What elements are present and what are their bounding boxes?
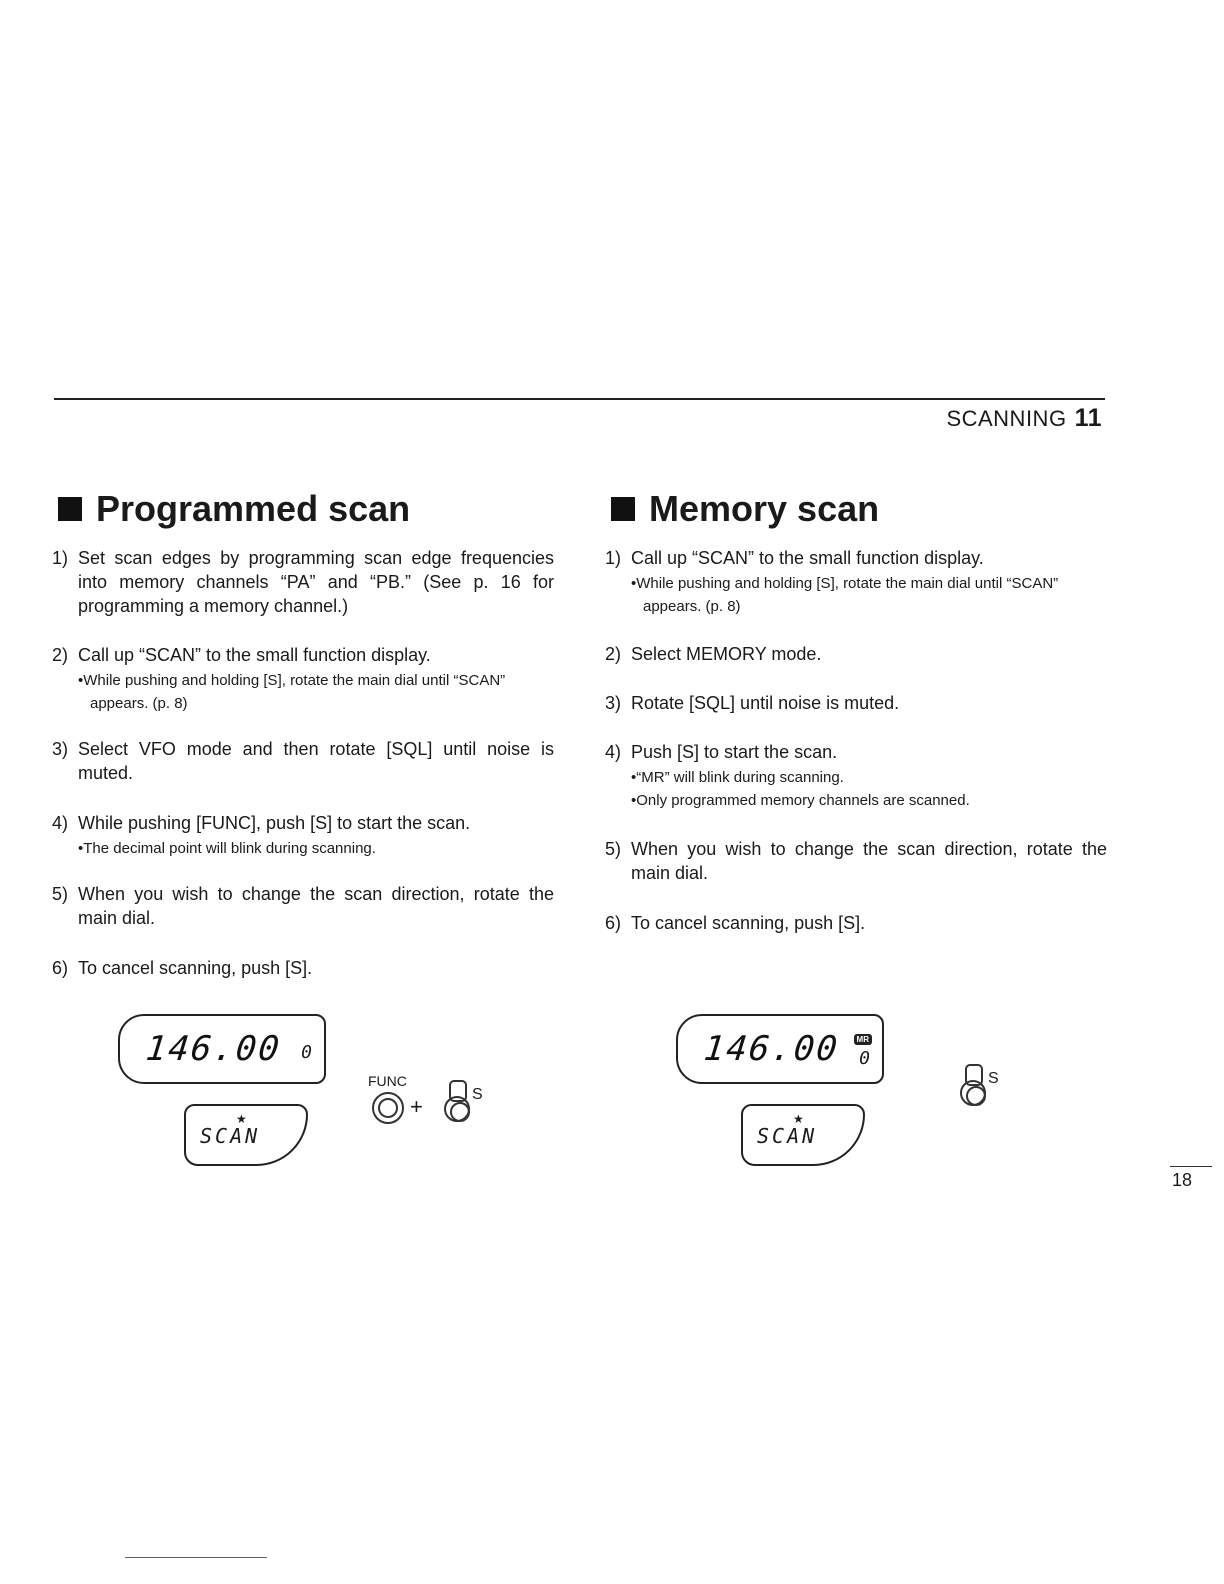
- step-number: 5): [605, 839, 622, 859]
- s-key-label: S: [472, 1086, 483, 1103]
- s-knob-icon: [960, 1080, 986, 1106]
- star-icon: ★: [793, 1112, 804, 1126]
- step-number: 5): [52, 884, 69, 904]
- step-text: Select MEMORY mode.: [631, 644, 822, 664]
- square-bullet-icon: [58, 497, 82, 521]
- mr-badge: MR: [854, 1034, 872, 1045]
- step-text: When you wish to change the scan direction, rotate the main dial.: [78, 884, 554, 928]
- lcd-sub-text: SCAN: [200, 1124, 261, 1148]
- step-number: 4): [605, 742, 622, 762]
- memory-scan-section: [607, 488, 1107, 960]
- step-text: Push [S] to start the scan.: [631, 742, 838, 762]
- step-text: To cancel scanning, push [S].: [78, 958, 313, 978]
- step-note: • “MR” will blink during scanning.: [631, 766, 1107, 789]
- step-note: • Only programmed memory channels are scanned.: [631, 789, 1107, 812]
- lcd-frequency: 146.00: [143, 1029, 283, 1069]
- step-item: [54, 882, 554, 930]
- step-note: • While pushing and holding [S], rotate the main dial until “SCAN” appears. (p. 8): [78, 669, 554, 715]
- section-heading: [54, 488, 554, 530]
- step-item: [54, 643, 554, 715]
- section-title: Memory scan: [649, 488, 880, 529]
- step-number: 3): [605, 693, 622, 713]
- func-key-label: FUNC: [368, 1073, 407, 1089]
- header-rule: [54, 398, 1105, 400]
- chapter-title: SCANNING: [946, 406, 1067, 431]
- step-note: • While pushing and holding [S], rotate the main dial until “SCAN” appears. (p. 8): [631, 572, 1107, 618]
- step-number: 2): [605, 644, 622, 664]
- plus-sign: +: [410, 1094, 423, 1119]
- step-number: 6): [52, 958, 69, 978]
- chapter-number: 11: [1074, 404, 1102, 432]
- s-knob-icon: [444, 1096, 470, 1122]
- step-item: [54, 956, 554, 980]
- step-text: Set scan edges by programming scan edge frequencies into memory channels “PA” and “PB.” (See p. 16 for programming a memory channel.): [78, 548, 554, 616]
- programmed-scan-section: [54, 488, 554, 1005]
- step-note: • The decimal point will blink during scanning.: [78, 837, 554, 860]
- page-number: 18: [1172, 1170, 1193, 1190]
- section-title: Programmed scan: [96, 488, 411, 529]
- step-text: While pushing [FUNC], push [S] to start the scan.: [78, 813, 471, 833]
- step-text: When you wish to change the scan direction, rotate the main dial.: [631, 839, 1107, 883]
- step-item: [54, 811, 554, 860]
- lcd-channel: 0: [859, 1048, 870, 1069]
- sub-lcd-display: [741, 1104, 865, 1166]
- step-item: [54, 737, 554, 785]
- step-text: Call up “SCAN” to the small function display.: [631, 548, 984, 568]
- footer-link-rule: [125, 1557, 267, 1558]
- step-text: Call up “SCAN” to the small function display.: [78, 645, 431, 665]
- lcd-frequency: 146.00: [701, 1029, 841, 1069]
- page-number-rule: [1170, 1166, 1212, 1167]
- step-number: 6): [605, 913, 622, 933]
- main-lcd-display: [676, 1014, 884, 1084]
- step-item: [607, 740, 1107, 812]
- lcd-channel: 0: [301, 1042, 312, 1063]
- step-number: 1): [52, 548, 69, 568]
- step-item: [607, 642, 1107, 666]
- step-text: Select VFO mode and then rotate [SQL] until noise is muted.: [78, 739, 554, 783]
- step-item: [607, 911, 1107, 935]
- main-lcd-display: [118, 1014, 326, 1084]
- step-text: To cancel scanning, push [S].: [631, 913, 866, 933]
- section-heading: [607, 488, 1107, 530]
- star-icon: ★: [236, 1112, 247, 1126]
- step-text: Rotate [SQL] until noise is muted.: [631, 693, 900, 713]
- step-number: 4): [52, 813, 69, 833]
- lcd-sub-text: SCAN: [757, 1124, 818, 1148]
- square-bullet-icon: [611, 497, 635, 521]
- step-number: 1): [605, 548, 622, 568]
- step-item: [607, 837, 1107, 885]
- func-key-icon: [372, 1092, 404, 1124]
- step-item: [607, 546, 1107, 618]
- step-number: 3): [52, 739, 69, 759]
- sub-lcd-display: [184, 1104, 308, 1166]
- step-number: 2): [52, 645, 69, 665]
- step-item: [54, 546, 554, 618]
- step-item: [607, 691, 1107, 715]
- chapter-header: [946, 404, 1102, 433]
- s-key-label: S: [988, 1070, 999, 1087]
